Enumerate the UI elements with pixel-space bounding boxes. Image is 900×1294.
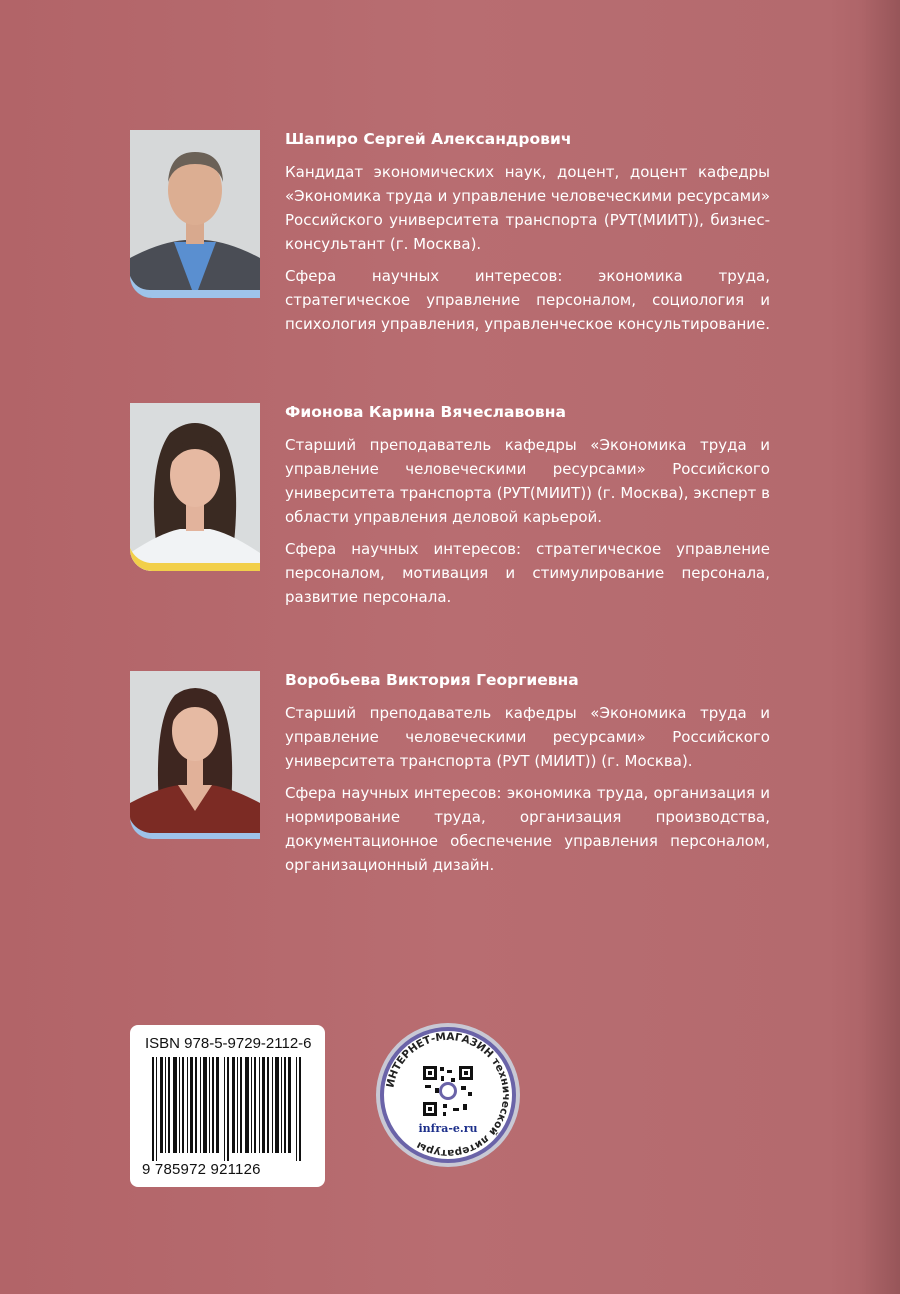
- author-name-1: Шапиро Сергей Александрович: [285, 130, 572, 148]
- author-name-3: Воробьева Виктория Георгиевна: [285, 671, 579, 689]
- author-interests-2: Сфера научных интересов: стратегическое управление персоналом, мотивация и стимулирование персонала, развитие персонала.: [285, 540, 770, 606]
- author-bio-2: Старший преподаватель кафедры «Экономика труда и управление человеческими ресурсами» Российского университета транспорта (РУТ(МИИТ)) (г. Москва), эксперт в области управления деловой карьерой.: [285, 436, 770, 526]
- qr-code-icon: [421, 1064, 475, 1118]
- barcode-digits: 9 785972 921126: [142, 1161, 261, 1178]
- shop-stamp: [373, 1020, 523, 1170]
- barcode-icon: [152, 1057, 304, 1161]
- author-name-2: Фионова Карина Вячеславовна: [285, 403, 566, 421]
- stamp-ring-text: ИНТЕРНЕТ-МАГАЗИН технической литературы: [384, 1030, 513, 1160]
- isbn-label: ISBN 978-5-9729-2112-6: [145, 1035, 312, 1052]
- author-bio-3: Старший преподаватель кафедры «Экономика труда и управление человеческими ресурсами» Российского университета транспорта (РУТ (МИИТ)) (г. Москва).: [285, 704, 770, 770]
- isbn-barcode-box: [130, 1025, 325, 1187]
- author-bio-1: Кандидат экономических наук, доцент, доцент кафедры «Экономика труда и управление человеческими ресурсами» Российского университета транспорта (РУТ(МИИТ)), бизнес-консультант (г. Москва).: [285, 163, 770, 253]
- spine-shadow: [860, 0, 900, 1294]
- author-photo-2: [130, 403, 260, 571]
- author-photo-1: [130, 130, 260, 298]
- author-interests-1: Сфера научных интересов: экономика труда, стратегическое управление персоналом, социология и психология управления, управленческое консультирование.: [285, 267, 771, 333]
- stamp-site: infra-e.ru: [418, 1122, 478, 1135]
- author-photo-3: [130, 671, 260, 839]
- author-interests-3: Сфера научных интересов: экономика труда, организация и нормирование труда, организация производства, документационное обеспечение управления персоналом, организационный дизайн.: [285, 784, 770, 874]
